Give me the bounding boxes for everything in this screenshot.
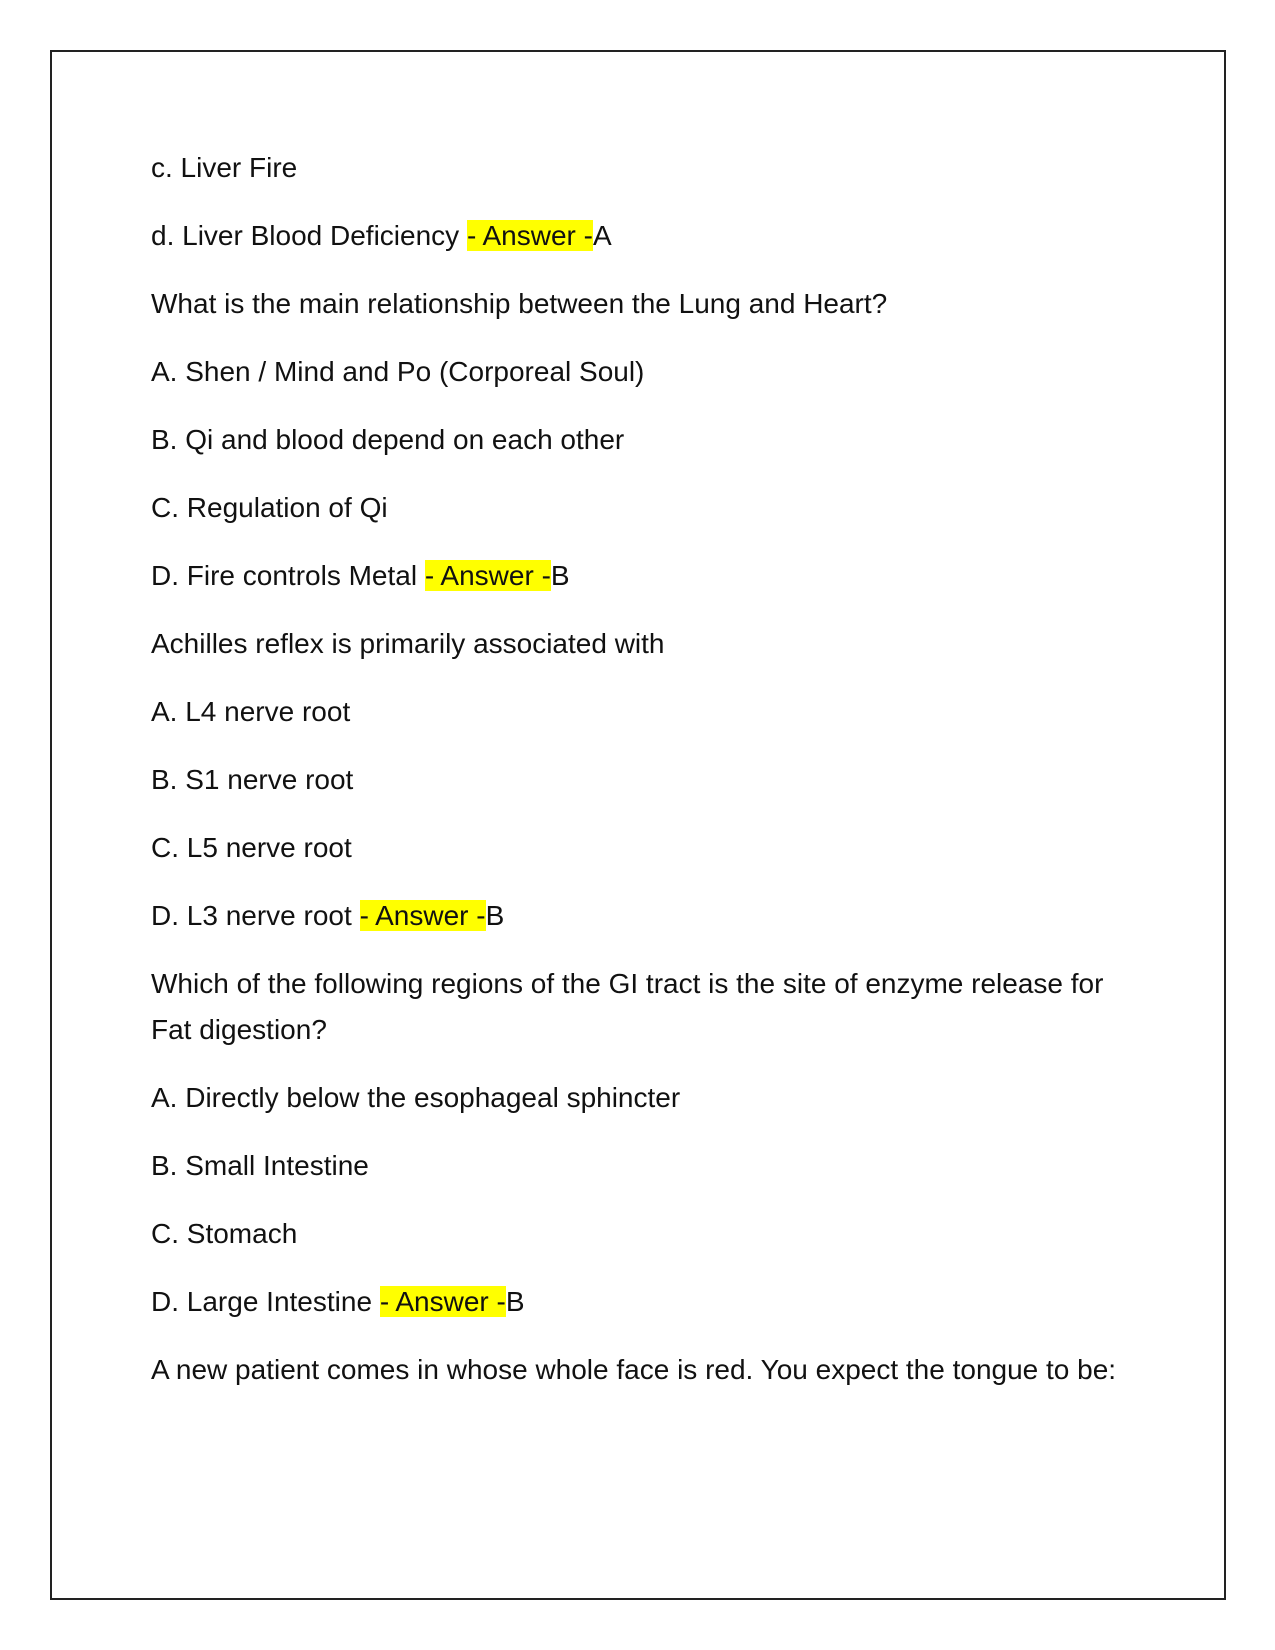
option-line: A. L4 nerve root	[151, 696, 351, 727]
answer-highlight: - Answer -	[424, 560, 551, 591]
document-content	[151, 145, 1141, 1415]
question-line: A new patient comes in whose whole face is red. You expect the tongue to be:	[151, 1354, 1117, 1385]
option-line: C. L5 nerve root	[151, 832, 352, 863]
answer-letter: B	[485, 900, 505, 931]
option-line: A. Directly below the esophageal sphincter	[151, 1082, 681, 1113]
answer-highlight: - Answer -	[359, 900, 486, 931]
option-line: B. Small Intestine	[151, 1150, 369, 1181]
option-line: B. Qi and blood depend on each other	[151, 424, 625, 455]
option-line: c. Liver Fire	[151, 152, 298, 183]
option-line: B. S1 nerve root	[151, 764, 354, 795]
question-line: What is the main relationship between the Lung and Heart?	[151, 288, 888, 319]
option-line: C. Regulation of Qi	[151, 492, 388, 523]
answer-letter: B	[550, 560, 570, 591]
answer-line: d. Liver Blood Deficiency - Answer -A	[151, 220, 612, 251]
option-line: A. Shen / Mind and Po (Corporeal Soul)	[151, 356, 645, 387]
answer-highlight: - Answer -	[379, 1286, 506, 1317]
option-line: C. Stomach	[151, 1218, 298, 1249]
answer-letter: B	[505, 1286, 525, 1317]
answer-highlight: - Answer -	[466, 220, 593, 251]
answer-line: D. Large Intestine - Answer -B	[151, 1286, 525, 1317]
question-line: Achilles reflex is primarily associated with	[151, 628, 665, 659]
answer-line: D. Fire controls Metal - Answer -B	[151, 560, 570, 591]
answer-letter: A	[592, 220, 612, 251]
question-line: Which of the following regions of the GI tract is the site of enzyme release for Fat digestion?	[151, 968, 1104, 1045]
answer-line: D. L3 nerve root - Answer -B	[151, 900, 505, 931]
